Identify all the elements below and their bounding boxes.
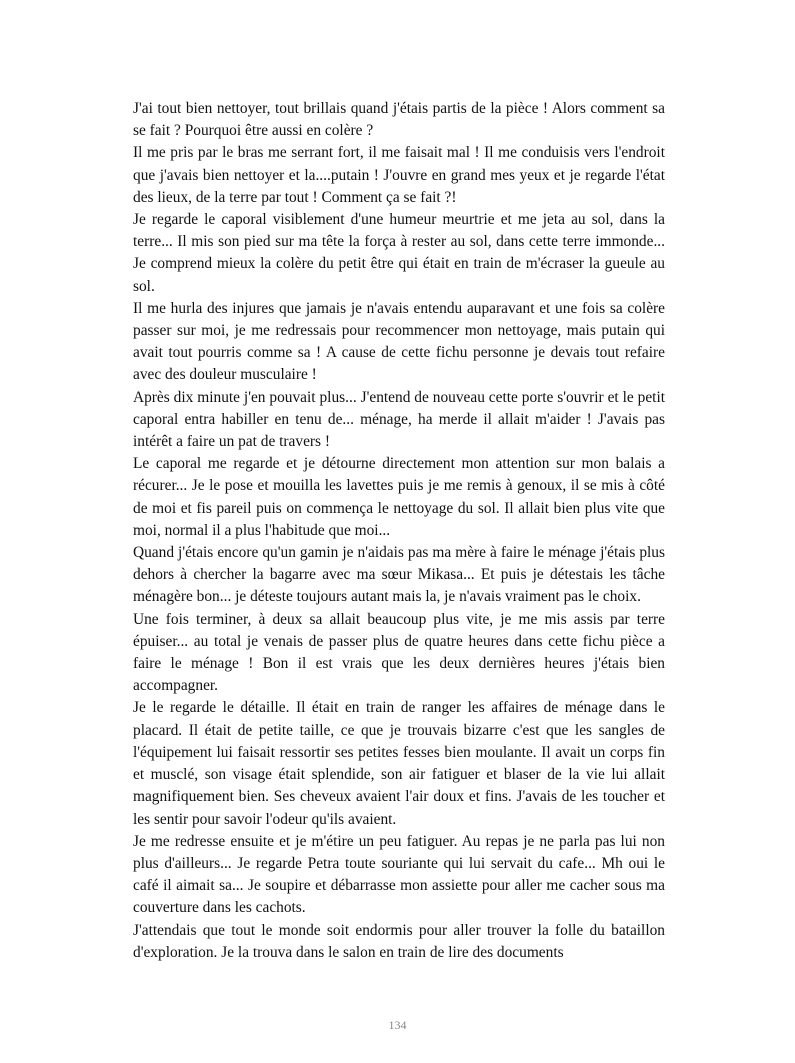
paragraph-3: Je regarde le caporal visiblement d'une humeur meurtrie et me jeta au sol, dans la terre... Il mis son pied sur ma tête la força à rester au sol, dans cette terre immonde... Je comprend mieux la colère du petit être qui était en train de m'écraser la gueule au sol. — [133, 211, 665, 295]
paragraph-2: Il me pris par le bras me serrant fort, il me faisait mal ! Il me conduisis vers l'endroit que j'avais bien nettoyer et la....putain ! J'ouvre en grand mes yeux et je regarde l'état des lieux, de la terre par tout ! Comment ça se fait ?! — [133, 144, 665, 206]
paragraph-5: Après dix minute j'en pouvait plus... J'entend de nouveau cette porte s'ouvrir et le petit caporal entra habiller en tenu de... ménage, ha merde il allait m'aider ! J'avais pas intérêt a faire un pat de travers ! — [133, 388, 665, 451]
paragraph-4: Il me hurla des injures que jamais je n'avais entendu auparavant et une fois sa colère passer sur moi, je me redressais pour recommencer mon nettoyage, mais putain qui avait tout pourris comme sa ! A cause de cette fichu personne je devais tout refaire avec des douleur musculaire ! — [133, 299, 665, 384]
body-text — [133, 98, 665, 964]
paragraph-1: J'ai tout bien nettoyer, tout brillais quand j'étais partis de la pièce ! Alors comment sa se fait ? Pourquoi être aussi en colère ? — [133, 100, 665, 140]
paragraph-10: Je me redresse ensuite et je m'étire un peu fatiguer. Au repas je ne parla pas lui non plus d'ailleurs... Je regarde Petra toute souriante qui lui servait du cafe... Mh oui le café il aimait sa... Je soupire et débarrasse mon assiette pour aller me cacher sous ma couverture dans les cachots. — [133, 832, 665, 917]
paragraph-7: Quand j'étais encore qu'un gamin je n'aidais pas ma mère à faire le ménage j'étais plus dehors à chercher la bagarre avec ma sœur Mikasa... Et puis je détestais les tâche ménagère bon... je déteste toujours autant mais la, je n'avais vraiment pas le choix. — [133, 544, 665, 606]
paragraph-8: Une fois terminer, à deux sa allait beaucoup plus vite, je me mis assis par terre épuiser... au total je venais de passer plus de quatre heures dans cette fichu pièce a faire le ménage ! Bon il est vrais que les deux dernières heures j'étais bien accompagner. — [133, 610, 665, 695]
paragraph-6: Le caporal me regarde et je détourne directement mon attention sur mon balais a récurer... Je le pose et mouilla les lavettes puis je me remis à genoux, il se mis à côté de moi et fis pareil puis on commença le nettoyage du sol. Il allait bien plus vite que moi, normal il a plus l'habitude que moi... — [133, 455, 665, 539]
paragraph-11: J'attendais que tout le monde soit endormis pour aller trouver la folle du bataillon d'exploration. Je la trouva dans le salon en train de lire des documents — [133, 921, 665, 961]
page-number: 134 — [388, 1018, 407, 1032]
paragraph-9: Je le regarde le détaille. Il était en train de ranger les affaires de ménage dans le placard. Il était de petite taille, ce que je trouvais bizarre c'est que les sangles de l'équipement lui faisait ressortir ses petites fesses bien moulante. Il avait un corps fin et musclé, son visage était splendide, son air fatiguer et blaser de la vie lui allait magnifiquement bien. Ses cheveux avaient l'air doux et fins. J'avais de les toucher et les sentir pour savoir l'odeur qu'ils avaient. — [133, 699, 665, 828]
